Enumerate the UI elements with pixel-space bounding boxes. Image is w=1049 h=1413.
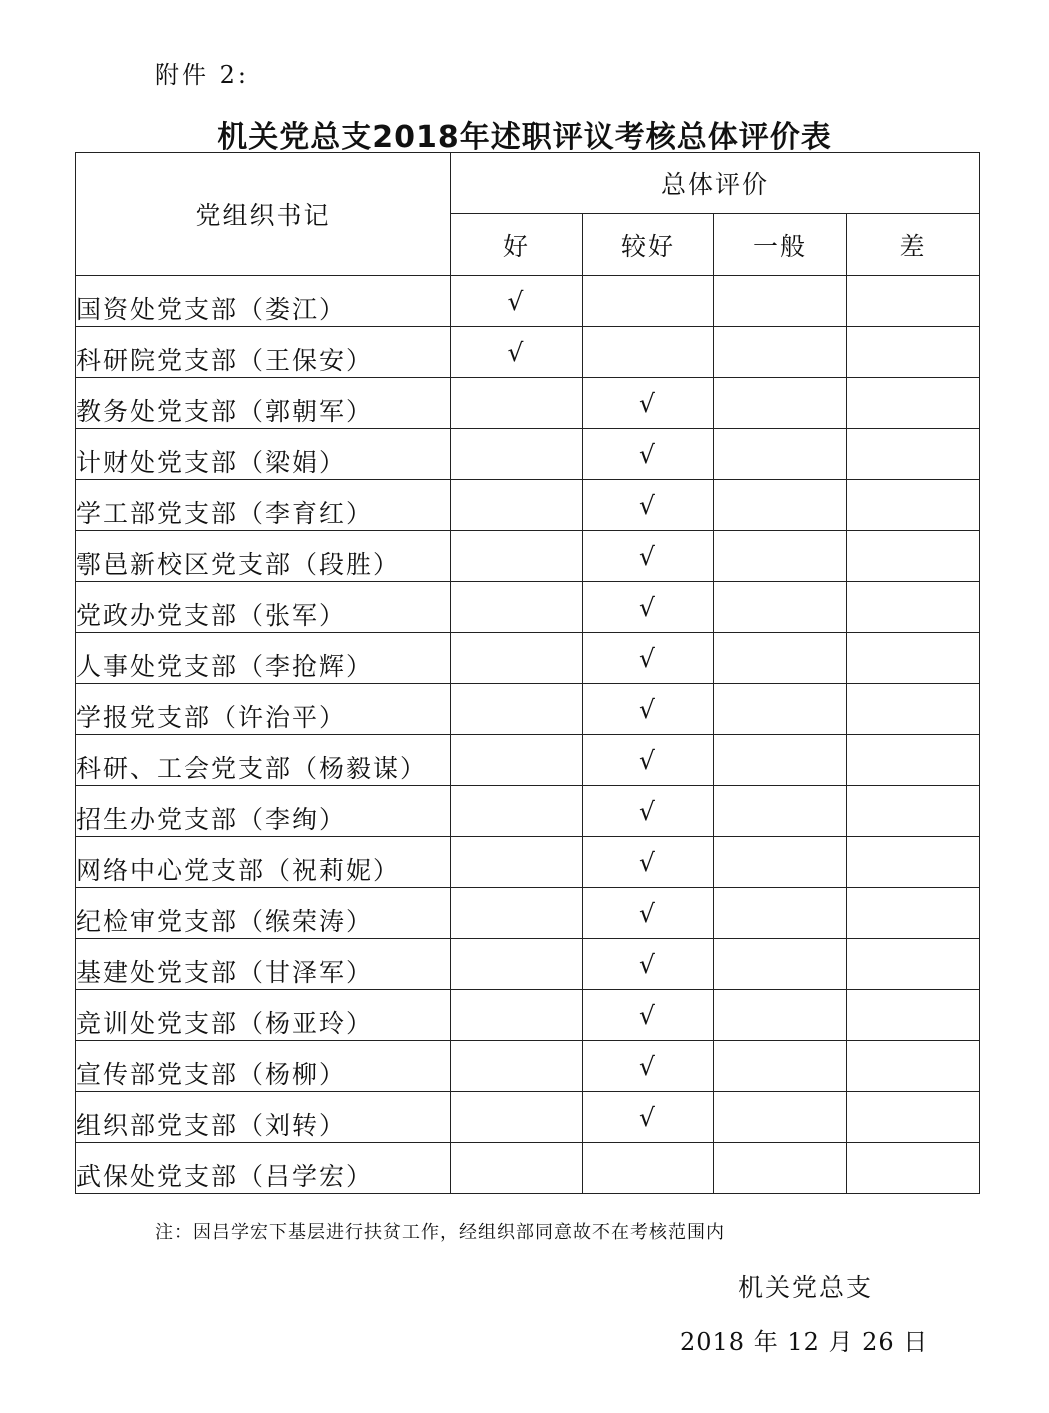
rating-cell-poor <box>847 1143 980 1194</box>
branch-secretary-name: 科研、工会党支部（杨毅谋） <box>76 735 451 786</box>
rating-cell-average <box>714 786 847 837</box>
branch-secretary-name: 学工部党支部（李育红） <box>76 480 451 531</box>
check-mark-icon: √ <box>639 796 657 826</box>
table-row <box>76 429 980 480</box>
check-mark-icon: √ <box>639 694 657 724</box>
rating-cell-good <box>451 378 583 429</box>
rating-cell-good <box>451 582 583 633</box>
branch-secretary-name: 计财处党支部（梁娟） <box>76 429 451 480</box>
rating-cell-good <box>451 1092 583 1143</box>
footnote: 注：因吕学宏下基层进行扶贫工作，经组织部同意故不在考核范围内 <box>155 1222 725 1243</box>
rating-cell-average <box>714 684 847 735</box>
evaluation-rows <box>76 276 980 1194</box>
check-mark-icon: √ <box>639 949 657 979</box>
branch-secretary-name: 竞训处党支部（杨亚玲） <box>76 990 451 1041</box>
rating-cell-fairly-good <box>583 735 714 786</box>
rating-cell-fairly-good <box>583 327 714 378</box>
rating-cell-poor <box>847 582 980 633</box>
branch-secretary-name: 基建处党支部（甘泽军） <box>76 939 451 990</box>
table-row <box>76 582 980 633</box>
rating-cell-poor <box>847 531 980 582</box>
rating-cell-average <box>714 735 847 786</box>
table-row <box>76 735 980 786</box>
branch-secretary-name: 人事处党支部（李抢辉） <box>76 633 451 684</box>
rating-cell-good <box>451 429 583 480</box>
rating-cell-good <box>451 1041 583 1092</box>
branch-secretary-name: 宣传部党支部（杨柳） <box>76 1041 451 1092</box>
check-mark-icon: √ <box>639 847 657 877</box>
check-mark-icon: √ <box>639 490 657 520</box>
rating-cell-poor <box>847 837 980 888</box>
rating-cell-poor <box>847 327 980 378</box>
rating-cell-average <box>714 888 847 939</box>
rating-cell-average <box>714 582 847 633</box>
rating-cell-good <box>451 1143 583 1194</box>
rating-cell-fairly-good <box>583 531 714 582</box>
rating-cell-good <box>451 888 583 939</box>
rating-cell-average <box>714 429 847 480</box>
table-row <box>76 633 980 684</box>
branch-secretary-name: 学报党支部（许治平） <box>76 684 451 735</box>
check-mark-icon: √ <box>639 643 657 673</box>
rating-cell-poor <box>847 735 980 786</box>
rating-cell-fairly-good <box>583 582 714 633</box>
table-row <box>76 837 980 888</box>
rating-cell-poor <box>847 1041 980 1092</box>
rating-cell-good <box>451 531 583 582</box>
rating-cell-poor <box>847 276 980 327</box>
rating-cell-average <box>714 633 847 684</box>
rating-cell-fairly-good <box>583 633 714 684</box>
rating-cell-good <box>451 990 583 1041</box>
rating-cell-fairly-good <box>583 888 714 939</box>
rating-cell-average <box>714 327 847 378</box>
rating-cell-poor <box>847 888 980 939</box>
table-row <box>76 480 980 531</box>
branch-secretary-name: 武保处党支部（吕学宏） <box>76 1143 451 1194</box>
rating-cell-poor <box>847 684 980 735</box>
branch-secretary-name: 党政办党支部（张军） <box>76 582 451 633</box>
rating-cell-average <box>714 939 847 990</box>
branch-secretary-name: 纪检审党支部（缑荣涛） <box>76 888 451 939</box>
branch-secretary-name: 组织部党支部（刘转） <box>76 1092 451 1143</box>
check-mark-icon: √ <box>639 1102 657 1132</box>
table-row <box>76 327 980 378</box>
signature-organization: 机关党总支 <box>738 1273 874 1302</box>
branch-secretary-name: 招生办党支部（李绚） <box>76 786 451 837</box>
branch-secretary-name: 网络中心党支部（祝莉妮） <box>76 837 451 888</box>
rating-cell-poor <box>847 939 980 990</box>
signature-date: 2018 年 12 月 26 日 <box>680 1328 929 1356</box>
check-mark-icon: √ <box>639 1051 657 1081</box>
rating-cell-average <box>714 480 847 531</box>
table-row <box>76 276 980 327</box>
branch-secretary-name: 国资处党支部（娄江） <box>76 276 451 327</box>
check-mark-icon: √ <box>639 541 657 571</box>
rating-cell-poor <box>847 1092 980 1143</box>
rating-cell-good <box>451 786 583 837</box>
rating-cell-poor <box>847 429 980 480</box>
rating-cell-average <box>714 1041 847 1092</box>
rating-cell-fairly-good <box>583 990 714 1041</box>
rating-cell-poor <box>847 633 980 684</box>
rating-cell-good <box>451 684 583 735</box>
rating-cell-poor <box>847 480 980 531</box>
table-row <box>76 888 980 939</box>
check-mark-icon: √ <box>639 898 657 928</box>
table-row <box>76 684 980 735</box>
rating-cell-fairly-good <box>583 1143 714 1194</box>
rating-cell-average <box>714 276 847 327</box>
header-grade-poor: 差 <box>847 214 980 276</box>
rating-cell-poor <box>847 786 980 837</box>
rating-cell-fairly-good <box>583 1092 714 1143</box>
rating-cell-fairly-good <box>583 378 714 429</box>
check-mark-icon: √ <box>639 1000 657 1030</box>
rating-cell-good <box>451 939 583 990</box>
table-row <box>76 939 980 990</box>
rating-cell-fairly-good <box>583 480 714 531</box>
rating-cell-average <box>714 990 847 1041</box>
check-mark-icon: √ <box>639 439 657 469</box>
rating-cell-good <box>451 633 583 684</box>
header-overall-evaluation: 总体评价 <box>451 153 980 214</box>
rating-cell-good <box>451 735 583 786</box>
header-grade-fairly-good: 较好 <box>583 214 714 276</box>
table-row <box>76 1143 980 1194</box>
table-row <box>76 378 980 429</box>
branch-secretary-name: 教务处党支部（郭朝军） <box>76 378 451 429</box>
rating-cell-average <box>714 378 847 429</box>
rating-cell-poor <box>847 378 980 429</box>
rating-cell-good <box>451 276 583 327</box>
rating-cell-good <box>451 837 583 888</box>
attachment-label: 附件 2: <box>155 61 249 89</box>
table-row <box>76 531 980 582</box>
evaluation-table <box>75 152 980 1194</box>
check-mark-icon: √ <box>639 388 657 418</box>
check-mark-icon: √ <box>507 337 526 367</box>
check-mark-icon: √ <box>639 745 657 775</box>
rating-cell-average <box>714 1143 847 1194</box>
header-party-secretary: 党组织书记 <box>76 153 451 276</box>
rating-cell-average <box>714 1092 847 1143</box>
table-row <box>76 1092 980 1143</box>
rating-cell-fairly-good <box>583 429 714 480</box>
rating-cell-fairly-good <box>583 786 714 837</box>
check-mark-icon: √ <box>507 286 526 316</box>
check-mark-icon: √ <box>639 592 657 622</box>
rating-cell-fairly-good <box>583 939 714 990</box>
rating-cell-fairly-good <box>583 837 714 888</box>
rating-cell-good <box>451 480 583 531</box>
branch-secretary-name: 鄠邑新校区党支部（段胜） <box>76 531 451 582</box>
table-row <box>76 1041 980 1092</box>
table-row <box>76 786 980 837</box>
rating-cell-fairly-good <box>583 684 714 735</box>
header-grade-good: 好 <box>451 214 583 276</box>
header-grade-average: 一般 <box>714 214 847 276</box>
rating-cell-fairly-good <box>583 1041 714 1092</box>
rating-cell-fairly-good <box>583 276 714 327</box>
rating-cell-average <box>714 531 847 582</box>
branch-secretary-name: 科研院党支部（王保安） <box>76 327 451 378</box>
rating-cell-poor <box>847 990 980 1041</box>
rating-cell-average <box>714 837 847 888</box>
table-row <box>76 990 980 1041</box>
rating-cell-good <box>451 327 583 378</box>
document-title: 机关党总支2018年述职评议考核总体评价表 <box>217 120 832 155</box>
